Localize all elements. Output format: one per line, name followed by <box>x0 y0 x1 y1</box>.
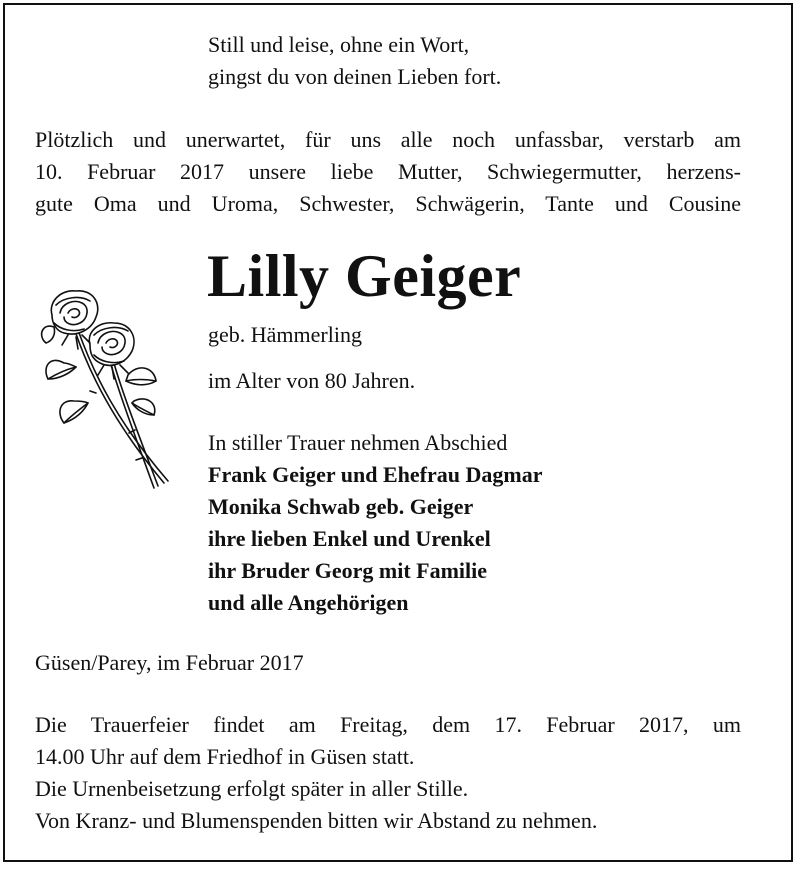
closing-line-4: Von Kranz- und Blumenspenden bitten wir Abstand zu nehmen. <box>35 808 598 833</box>
closing-line-2: 14.00 Uhr auf dem Friedhof in Güsen statt. <box>35 744 415 769</box>
mourner-line-5: und alle Angehörigen <box>208 590 409 615</box>
place-date: Güsen/Parey, im Februar 2017 <box>35 650 304 675</box>
verse-line-1: Still und leise, ohne ein Wort, <box>208 32 470 57</box>
verse-line-2: gingst du von deinen Lieben fort. <box>208 64 502 89</box>
intro-line-1: Plötzlich und unerwartet, für uns alle noch unfassbar, verstarb am <box>35 127 741 152</box>
intro-line-2: 10. Februar 2017 unsere liebe Mutter, Schwiegermutter, herzens- <box>35 159 741 184</box>
intro-line-3: gute Oma und Uroma, Schwester, Schwägerin, Tante und Cousine <box>35 191 741 216</box>
closing-line-3: Die Urnenbeisetzung erfolgt später in aller Stille. <box>35 776 469 801</box>
mourner-line-2: Monika Schwab geb. Geiger <box>208 494 474 519</box>
mourner-line-3: ihre lieben Enkel und Urenkel <box>208 526 491 551</box>
birth-name: geb. Hämmerling <box>208 322 362 347</box>
closing-line-1: Die Trauerfeier findet am Freitag, dem 17. Februar 2017, um <box>35 712 741 737</box>
mourners-heading: In stiller Trauer nehmen Abschied <box>208 430 508 455</box>
age-line: im Alter von 80 Jahren. <box>208 368 416 393</box>
mourner-line-4: ihr Bruder Georg mit Familie <box>208 558 488 583</box>
roses-icon <box>34 283 174 493</box>
deceased-name: Lilly Geiger <box>207 243 522 309</box>
mourner-line-1: Frank Geiger und Ehefrau Dagmar <box>208 462 543 487</box>
